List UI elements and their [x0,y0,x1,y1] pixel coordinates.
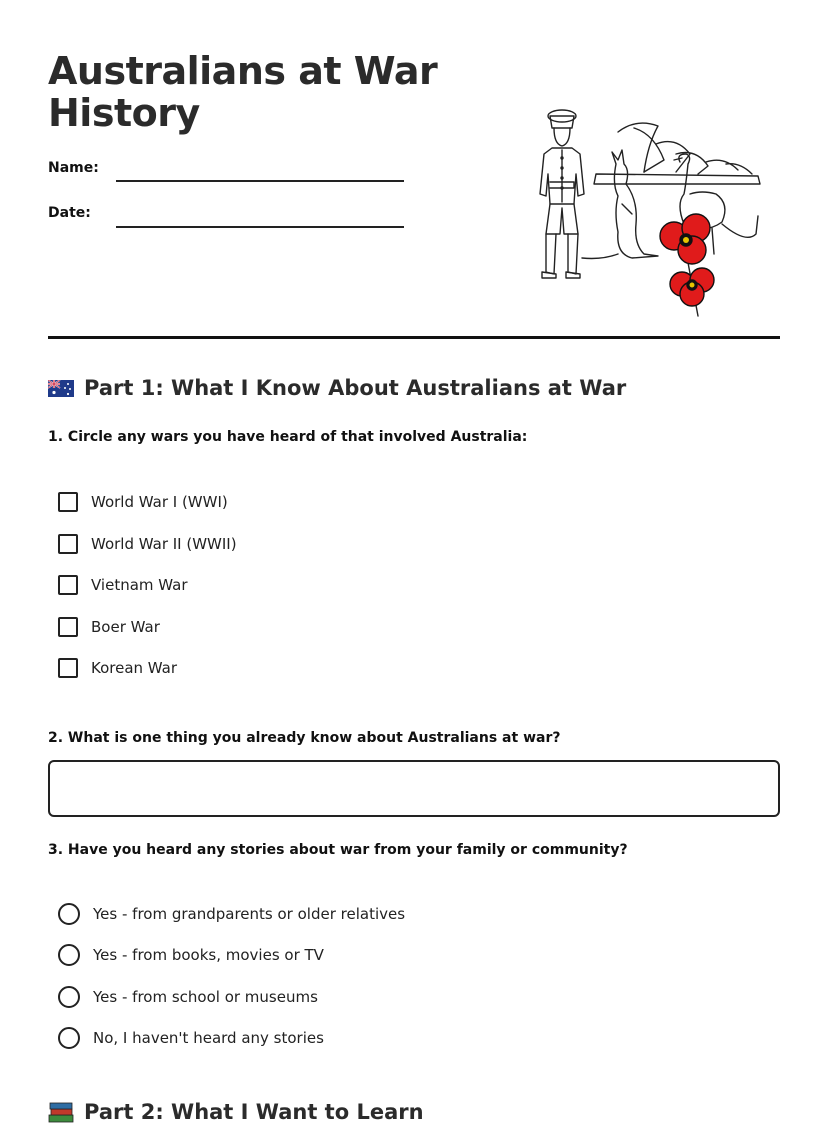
anzac-illustration [526,104,766,322]
radio-button[interactable] [58,944,80,966]
date-field-line[interactable] [116,226,404,228]
title-line-2: History [48,91,200,135]
part2-heading [48,1100,424,1124]
date-label: Date: [48,205,91,221]
title-line-1: Australians at War [48,49,438,93]
part1-heading-text: Part 1: What I Know About Australians at War [84,376,627,400]
checkbox[interactable] [58,492,78,512]
part1-heading [48,376,626,400]
option-label: Yes - from grandparents or older relatives [93,905,406,923]
worksheet-title [48,50,468,134]
option-label: No, I haven't heard any stories [93,1029,324,1047]
radio-button[interactable] [58,903,80,925]
option-label: World War I (WWI) [91,493,228,511]
q2-answer-box[interactable] [48,760,780,817]
q3-option-books[interactable] [58,944,324,966]
option-label: Vietnam War [91,576,188,594]
section-divider [48,336,780,339]
option-label: Korean War [91,659,178,677]
q1-option-wwi[interactable] [58,492,228,512]
radio-button[interactable] [58,1027,80,1049]
soldier-illustration [540,110,584,278]
q3-option-school[interactable] [58,986,318,1008]
option-label: Yes - from books, movies or TV [93,946,324,964]
option-label: Boer War [91,618,160,636]
checkbox[interactable] [58,534,78,554]
checkbox[interactable] [58,658,78,678]
q3-option-grandparents[interactable] [58,903,405,925]
opera-house-illustration [594,123,760,184]
australian-flag-icon [48,380,74,397]
name-field-line[interactable] [116,180,404,182]
part2-heading-text: Part 2: What I Want to Learn [84,1100,424,1124]
question-1: 1. Circle any wars you have heard of that involved Australia: [48,429,528,445]
checkbox[interactable] [58,617,78,637]
books-icon [48,1101,74,1123]
q1-option-vietnam[interactable] [58,575,188,595]
option-label: Yes - from school or museums [93,988,318,1006]
q3-option-none[interactable] [58,1027,324,1049]
option-label: World War II (WWII) [91,535,237,553]
question-2: 2. What is one thing you already know about Australians at war? [48,730,561,746]
radio-button[interactable] [58,986,80,1008]
question-3: 3. Have you heard any stories about war from your family or community? [48,842,628,858]
q1-option-boer[interactable] [58,617,160,637]
q1-option-korean[interactable] [58,658,177,678]
q1-option-wwii[interactable] [58,534,237,554]
poppy-flowers-illustration [660,214,714,316]
kangaroo-illustration [582,150,658,259]
checkbox[interactable] [58,575,78,595]
name-label: Name: [48,160,99,176]
